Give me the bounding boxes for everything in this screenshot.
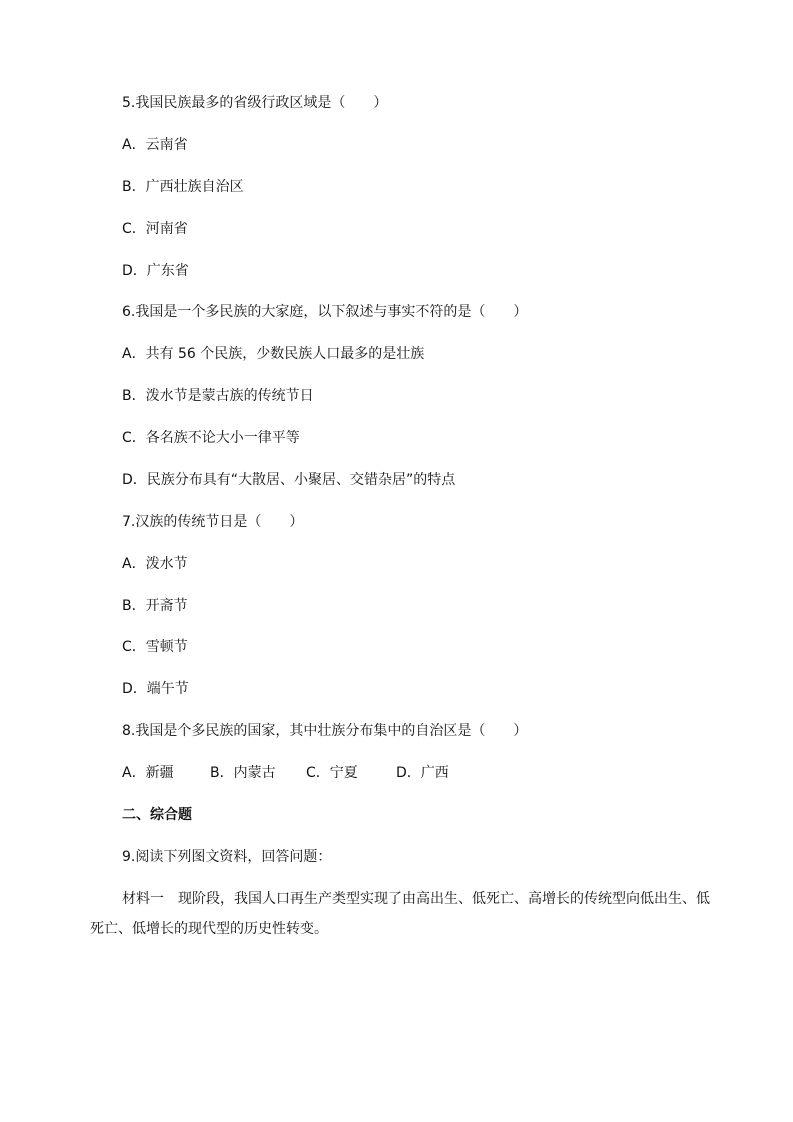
question-8-option-b: B．内蒙古 [210,765,276,781]
question-8-option-d: D．广西 [396,765,449,781]
question-8-stem: 8.我国是个多民族的国家，其中壮族分布集中的自治区是（ ） [122,723,528,739]
question-5-option-c: C．河南省 [122,221,188,237]
question-5-option-d: D．广东省 [122,263,189,279]
question-8-options-row [122,763,449,783]
question-7-stem: 7.汉族的传统节日是（ ） [122,514,304,530]
question-7-option-d: D．端午节 [122,681,189,697]
question-9-material-1: 材料一 现阶段，我国人口再生产类型实现了由高出生、低死亡、高增长的传统型向低出生、低死亡、低增长的现代型的历史性转变。 [90,891,710,937]
question-6-option-a: A．共有 56 个民族，少数民族人口最多的是壮族 [122,346,425,362]
question-6-option-d: D．民族分布具有“大散居、小聚居、交错杂居”的特点 [122,472,456,488]
question-5-option-a: A．云南省 [122,137,188,153]
question-6-option-b: B．泼水节是蒙古族的传统节日 [122,388,314,404]
question-9-stem: 9.阅读下列图文资料，回答问题： [122,849,332,865]
question-7-option-a: A．泼水节 [122,556,188,572]
section-heading: 二、综合题 [122,807,192,823]
question-5-option-b: B．广西壮族自治区 [122,179,244,195]
question-8-option-c: C．宁夏 [306,765,358,781]
question-5-stem: 5.我国民族最多的省级行政区域是（ ） [122,95,388,111]
question-8-option-a: A．新疆 [122,765,174,781]
question-7-option-b: B．开斋节 [122,598,188,614]
question-7-option-c: C．雪顿节 [122,639,188,655]
question-6-stem: 6.我国是一个多民族的大家庭，以下叙述与事实不符的是（ ） [122,304,528,320]
question-6-option-c: C．各名族不论大小一律平等 [122,430,300,446]
